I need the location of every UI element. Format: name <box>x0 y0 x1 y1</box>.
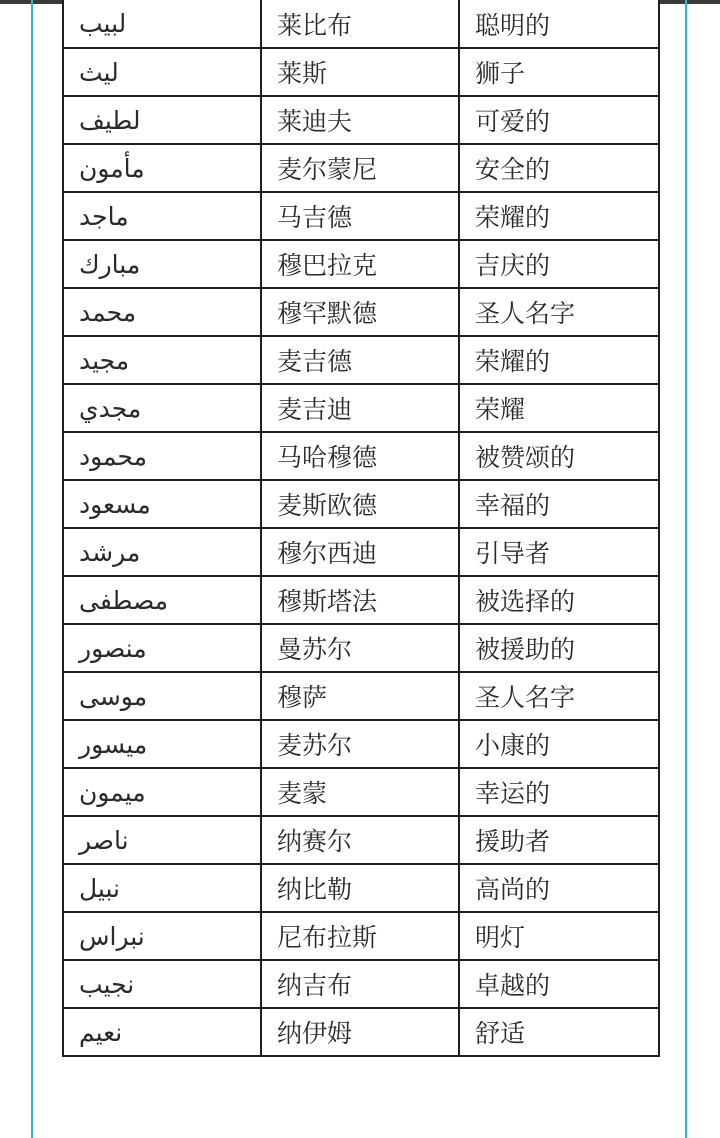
transliteration-cell: 尼布拉斯 <box>261 912 459 960</box>
table-row <box>63 480 659 528</box>
table-row <box>63 288 659 336</box>
meaning-cell: 小康的 <box>459 720 659 768</box>
transliteration-cell: 穆尔西迪 <box>261 528 459 576</box>
transliteration-cell: 马吉德 <box>261 192 459 240</box>
transliteration-cell: 麦斯欧德 <box>261 480 459 528</box>
arabic-name-cell <box>63 480 261 528</box>
arabic-name: نبراس <box>79 921 145 951</box>
arabic-name-cell <box>63 384 261 432</box>
transliteration-cell: 纳比勒 <box>261 864 459 912</box>
table-row <box>63 912 659 960</box>
arabic-name: لبيب <box>79 9 127 38</box>
meaning-cell: 圣人名字 <box>459 288 659 336</box>
arabic-name: ناصر <box>79 825 129 855</box>
arabic-name-cell <box>63 720 261 768</box>
transliteration-cell: 穆斯塔法 <box>261 576 459 624</box>
arabic-name: نعيم <box>79 1017 123 1047</box>
arabic-name: نبيل <box>79 873 120 903</box>
table-row <box>63 768 659 816</box>
arabic-name: مسعود <box>79 489 151 519</box>
transliteration-cell: 麦吉德 <box>261 336 459 384</box>
meaning-cell: 安全的 <box>459 144 659 192</box>
meaning-cell: 明灯 <box>459 912 659 960</box>
table-row <box>63 48 659 96</box>
arabic-name: ليث <box>79 57 119 87</box>
arabic-name: ماجد <box>79 201 129 231</box>
meaning-cell: 卓越的 <box>459 960 659 1008</box>
table-row <box>63 192 659 240</box>
arabic-name-cell <box>63 912 261 960</box>
arabic-name-cell <box>63 0 261 48</box>
arabic-name-cell <box>63 624 261 672</box>
meaning-cell: 被援助的 <box>459 624 659 672</box>
transliteration-cell: 穆罕默德 <box>261 288 459 336</box>
table-row <box>63 960 659 1008</box>
arabic-name: موسى <box>79 681 148 711</box>
table-row <box>63 720 659 768</box>
meaning-cell: 引导者 <box>459 528 659 576</box>
meaning-cell: 高尚的 <box>459 864 659 912</box>
meaning-cell: 圣人名字 <box>459 672 659 720</box>
transliteration-cell: 麦尔蒙尼 <box>261 144 459 192</box>
meaning-cell: 援助者 <box>459 816 659 864</box>
meaning-cell: 舒适 <box>459 1008 659 1056</box>
meaning-cell: 幸福的 <box>459 480 659 528</box>
arabic-name-cell <box>63 576 261 624</box>
transliteration-cell: 麦蒙 <box>261 768 459 816</box>
arabic-name: لطيف <box>79 105 141 135</box>
meaning-cell: 荣耀的 <box>459 192 659 240</box>
arabic-name-cell <box>63 48 261 96</box>
table-row <box>63 240 659 288</box>
arabic-name-cell <box>63 528 261 576</box>
transliteration-cell: 麦苏尔 <box>261 720 459 768</box>
transliteration-cell: 穆巴拉克 <box>261 240 459 288</box>
arabic-name-cell <box>63 240 261 288</box>
arabic-name: محمود <box>79 441 148 471</box>
table-row <box>63 336 659 384</box>
arabic-name: نجيب <box>79 969 135 999</box>
table-row <box>63 816 659 864</box>
arabic-name: مجدي <box>79 393 142 423</box>
table-row <box>63 432 659 480</box>
arabic-name: ميسور <box>79 729 148 759</box>
table-row <box>63 96 659 144</box>
arabic-name-cell <box>63 1008 261 1056</box>
table-row <box>63 672 659 720</box>
transliteration-cell: 纳伊姆 <box>261 1008 459 1056</box>
meaning-cell: 幸运的 <box>459 768 659 816</box>
transliteration-cell: 麦吉迪 <box>261 384 459 432</box>
names-table <box>62 0 660 1057</box>
meaning-cell: 可爱的 <box>459 96 659 144</box>
transliteration-cell: 莱斯 <box>261 48 459 96</box>
table-row <box>63 864 659 912</box>
table-row <box>63 624 659 672</box>
arabic-name: محمد <box>79 297 137 327</box>
meaning-cell: 狮子 <box>459 48 659 96</box>
arabic-name: مجيد <box>79 345 130 375</box>
transliteration-cell: 莱迪夫 <box>261 96 459 144</box>
table-row <box>63 528 659 576</box>
arabic-name-cell <box>63 768 261 816</box>
arabic-name-cell <box>63 672 261 720</box>
arabic-name-cell <box>63 816 261 864</box>
arabic-name-cell <box>63 432 261 480</box>
transliteration-cell: 马哈穆德 <box>261 432 459 480</box>
arabic-name-cell <box>63 960 261 1008</box>
transliteration-cell: 穆萨 <box>261 672 459 720</box>
arabic-name-cell <box>63 144 261 192</box>
arabic-name: ميمون <box>79 777 146 807</box>
table-row <box>63 384 659 432</box>
transliteration-cell: 莱比布 <box>261 0 459 48</box>
arabic-name-cell <box>63 96 261 144</box>
arabic-name: مصطفى <box>79 585 169 615</box>
arabic-name-cell <box>63 192 261 240</box>
meaning-cell: 荣耀的 <box>459 336 659 384</box>
table-row <box>63 144 659 192</box>
transliteration-cell: 纳赛尔 <box>261 816 459 864</box>
meaning-cell: 吉庆的 <box>459 240 659 288</box>
arabic-name: منصور <box>79 633 147 663</box>
meaning-cell: 被选择的 <box>459 576 659 624</box>
table-row <box>63 0 659 48</box>
arabic-name: مبارك <box>79 249 141 279</box>
meaning-cell: 被赞颂的 <box>459 432 659 480</box>
transliteration-cell: 曼苏尔 <box>261 624 459 672</box>
arabic-name-cell <box>63 864 261 912</box>
transliteration-cell: 纳吉布 <box>261 960 459 1008</box>
names-table-body <box>63 0 659 1056</box>
table-row <box>63 1008 659 1056</box>
meaning-cell: 荣耀 <box>459 384 659 432</box>
arabic-name: مرشد <box>79 537 141 567</box>
meaning-cell: 聪明的 <box>459 0 659 48</box>
arabic-name: مأمون <box>79 153 145 183</box>
arabic-name-cell <box>63 336 261 384</box>
arabic-name-cell <box>63 288 261 336</box>
table-row <box>63 576 659 624</box>
